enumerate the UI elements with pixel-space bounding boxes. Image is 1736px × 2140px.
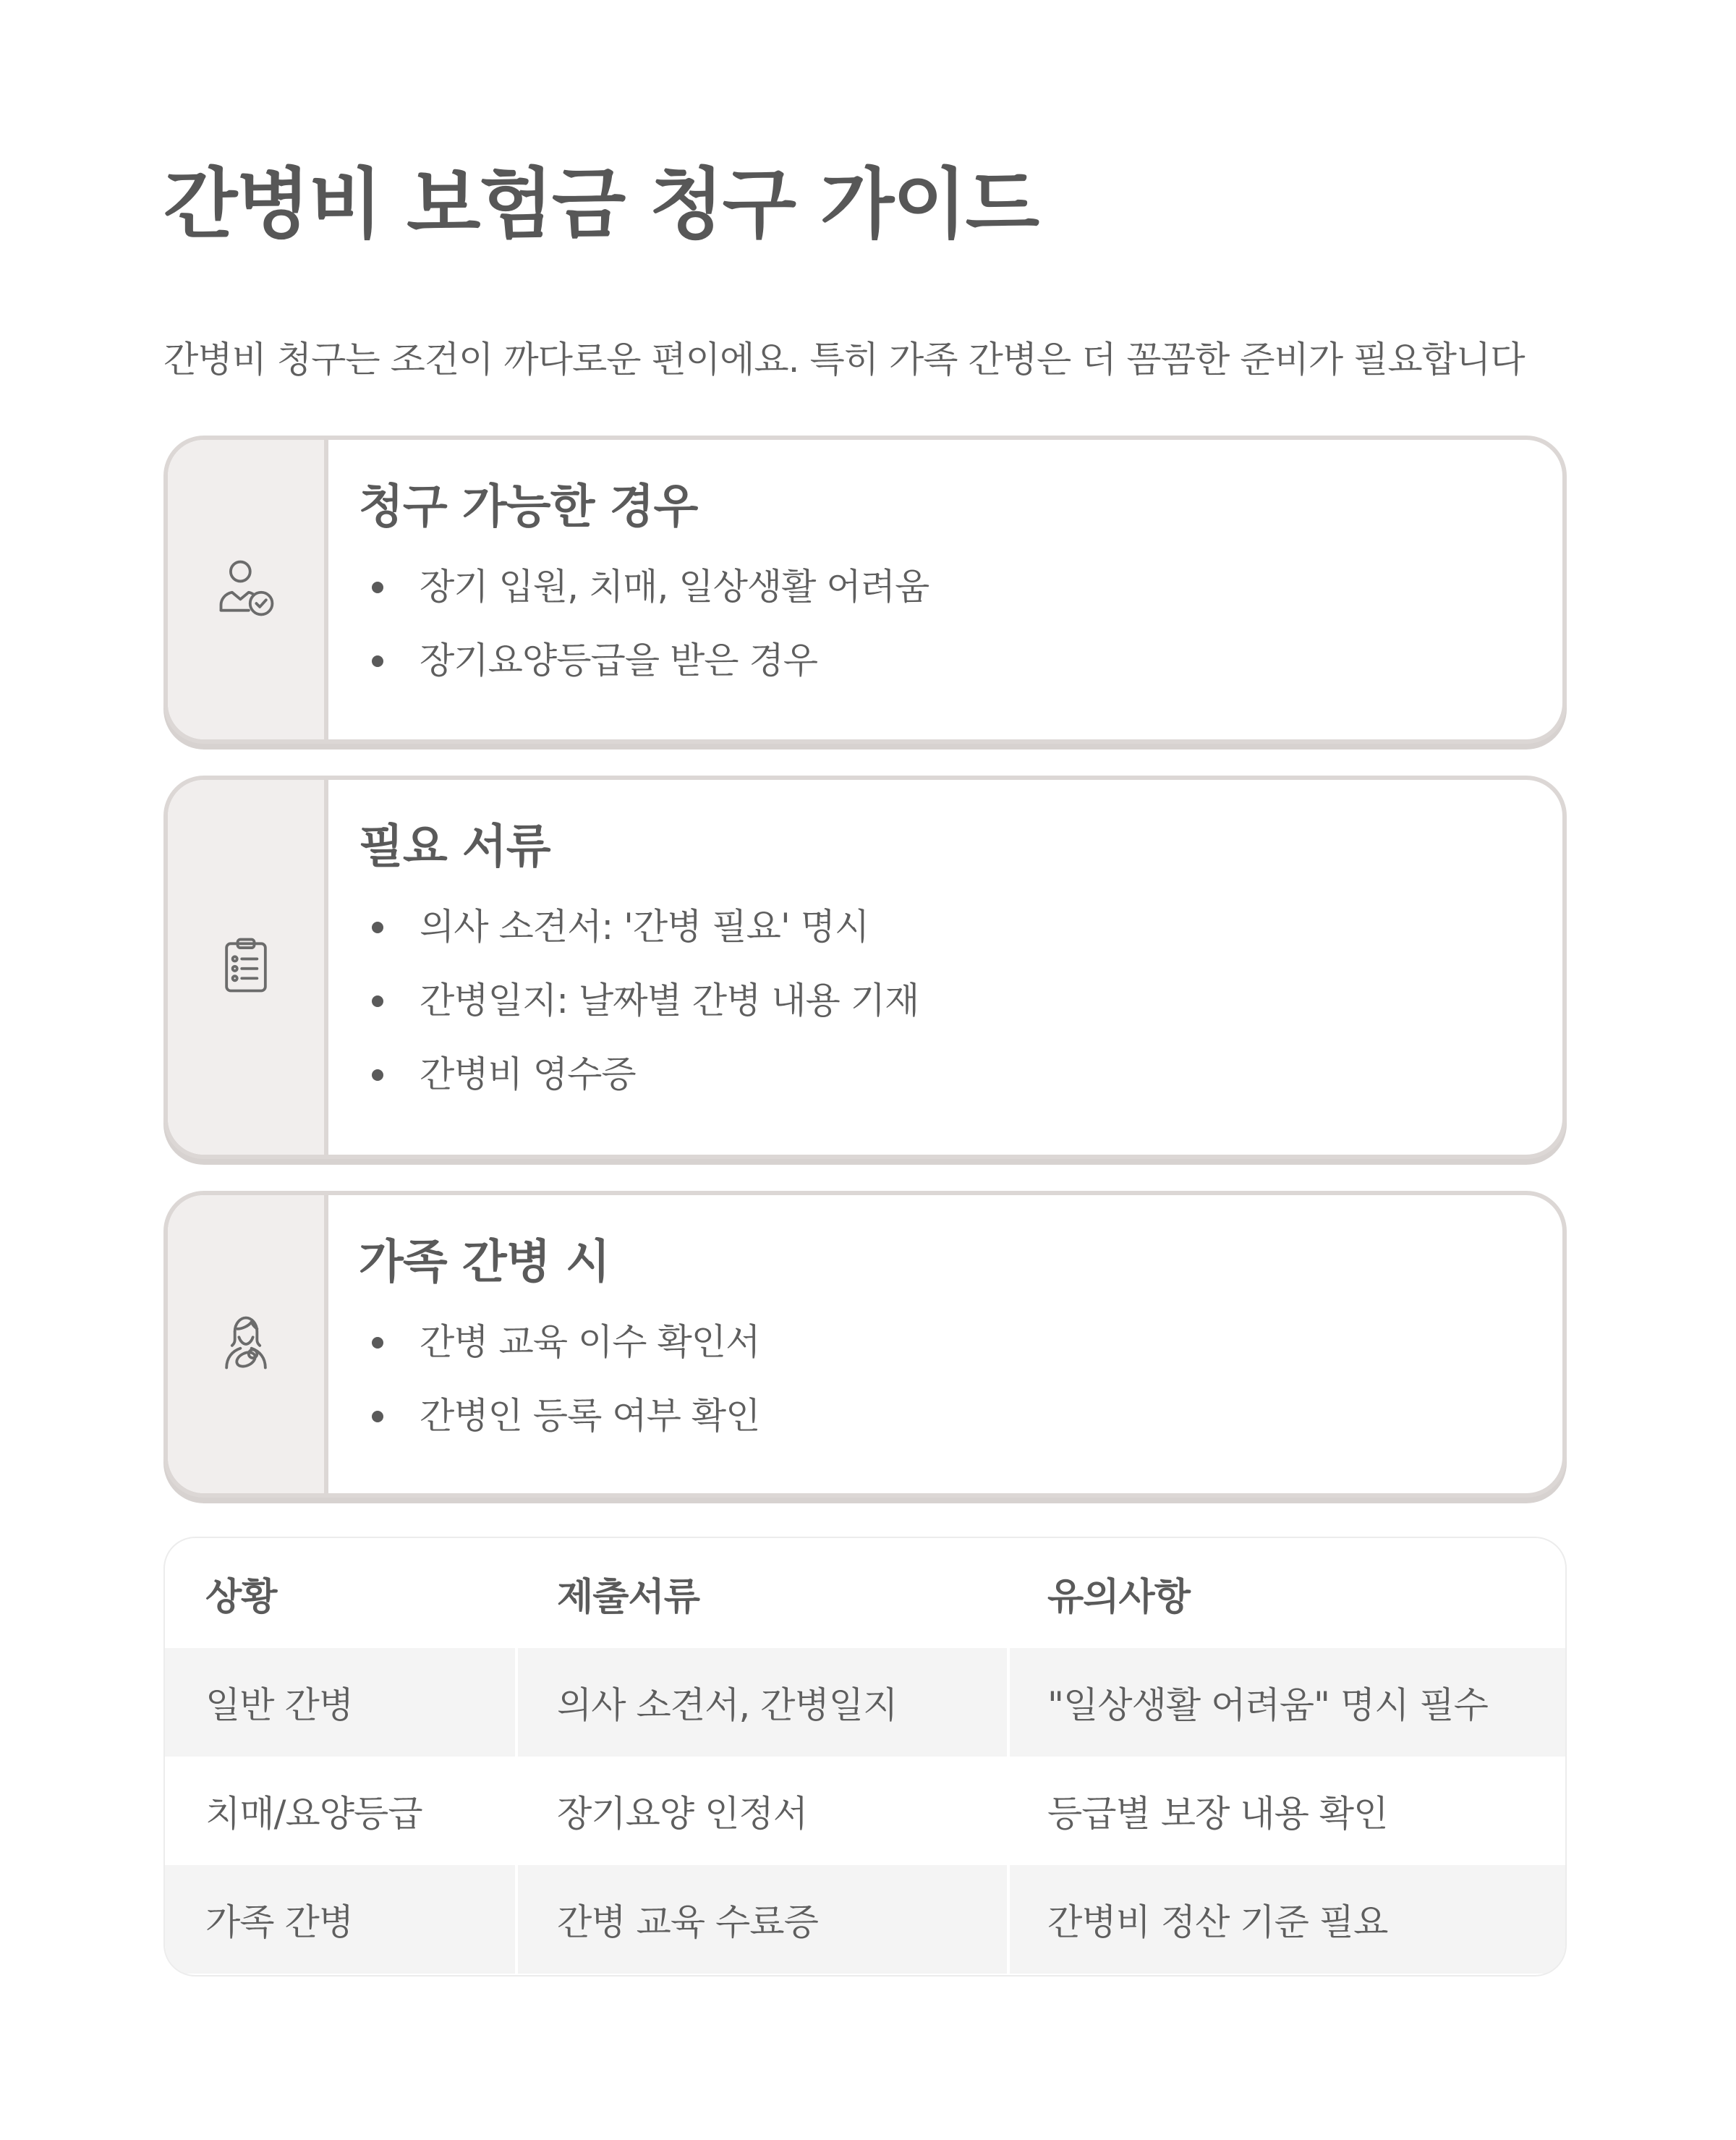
- person-check-icon: [213, 555, 279, 624]
- list-item: [359, 1037, 1533, 1111]
- list-item: [359, 890, 1533, 964]
- card-title: 청구 가능한 경우: [359, 480, 698, 534]
- card-content: [359, 475, 1533, 697]
- table-header-row: [165, 1538, 1567, 1648]
- card-title: 가족 간병 시: [359, 1236, 610, 1289]
- list-item-text: 간병비 영수증: [420, 1053, 636, 1095]
- bullet-icon: [372, 1411, 383, 1422]
- card-icon-panel: [168, 1195, 328, 1493]
- list-item: [359, 550, 1533, 624]
- card-list: [359, 1305, 1533, 1453]
- table-header-cell: 유의사항: [1047, 1575, 1190, 1619]
- bullet-icon: [372, 995, 383, 1007]
- table-cell: 의사 소견서, 간병일지: [518, 1648, 1010, 1757]
- table-row: [165, 1865, 1567, 1974]
- card-eligible-cases: [163, 436, 1567, 744]
- list-item-text: 간병인 등록 여부 확인: [420, 1395, 760, 1437]
- card-title: 필요 서류: [359, 820, 550, 874]
- list-item-text: 의사 소견서: '간병 필요' 명시: [420, 906, 869, 948]
- table-cell: 치매/요양등급: [165, 1757, 518, 1865]
- table-row: [165, 1648, 1567, 1757]
- list-item: [359, 1379, 1533, 1453]
- list-item-text: 간병일지: 날짜별 간병 내용 기재: [420, 980, 919, 1022]
- card-icon-panel: [168, 440, 328, 739]
- list-item: [359, 1305, 1533, 1379]
- bullet-icon: [372, 582, 383, 593]
- page-title: 간병비 보험금 청구 가이드: [163, 160, 1039, 249]
- bullet-icon: [372, 1337, 383, 1349]
- card-icon-panel: [168, 780, 328, 1155]
- card-content: [359, 1230, 1533, 1453]
- page-subtitle: 간병비 청구는 조건이 까다로운 편이에요. 특히 가족 간병은 더 꼼꼼한 준비가 필요합니다: [163, 339, 1525, 381]
- card-family-care: [163, 1191, 1567, 1498]
- table-cell: 장기요양 인정서: [518, 1757, 1010, 1865]
- table-header-cell: 상황: [205, 1575, 277, 1619]
- table-cell: 간병 교육 수료증: [518, 1865, 1010, 1974]
- list-item: [359, 624, 1533, 697]
- bullet-icon: [372, 1069, 383, 1081]
- table-row: [165, 1757, 1567, 1865]
- clipboard-list-icon: [213, 933, 279, 1002]
- bullet-icon: [372, 922, 383, 933]
- list-item: [359, 964, 1533, 1037]
- table-cell: 등급별 보장 내용 확인: [1047, 1793, 1388, 1835]
- bullet-icon: [372, 655, 383, 667]
- table-cell: "일상생활 어려움" 명시 필수: [1047, 1684, 1488, 1726]
- table-cell: 가족 간병: [165, 1865, 518, 1974]
- table-cell: 간병비 정산 기준 필요: [1047, 1901, 1388, 1943]
- caregiver-icon: [213, 1309, 279, 1379]
- list-item-text: 간병 교육 이수 확인서: [420, 1321, 760, 1363]
- list-item-text: 장기요양등급을 받은 경우: [420, 640, 818, 682]
- summary-table: [163, 1537, 1567, 1976]
- card-required-documents: [163, 776, 1567, 1159]
- card-list: [359, 550, 1533, 697]
- card-content: [359, 815, 1533, 1111]
- table-header-cell: 제출서류: [557, 1575, 699, 1619]
- table-cell: 일반 간병: [165, 1648, 518, 1757]
- card-list: [359, 890, 1533, 1111]
- list-item-text: 장기 입원, 치매, 일상생활 어려움: [420, 566, 929, 608]
